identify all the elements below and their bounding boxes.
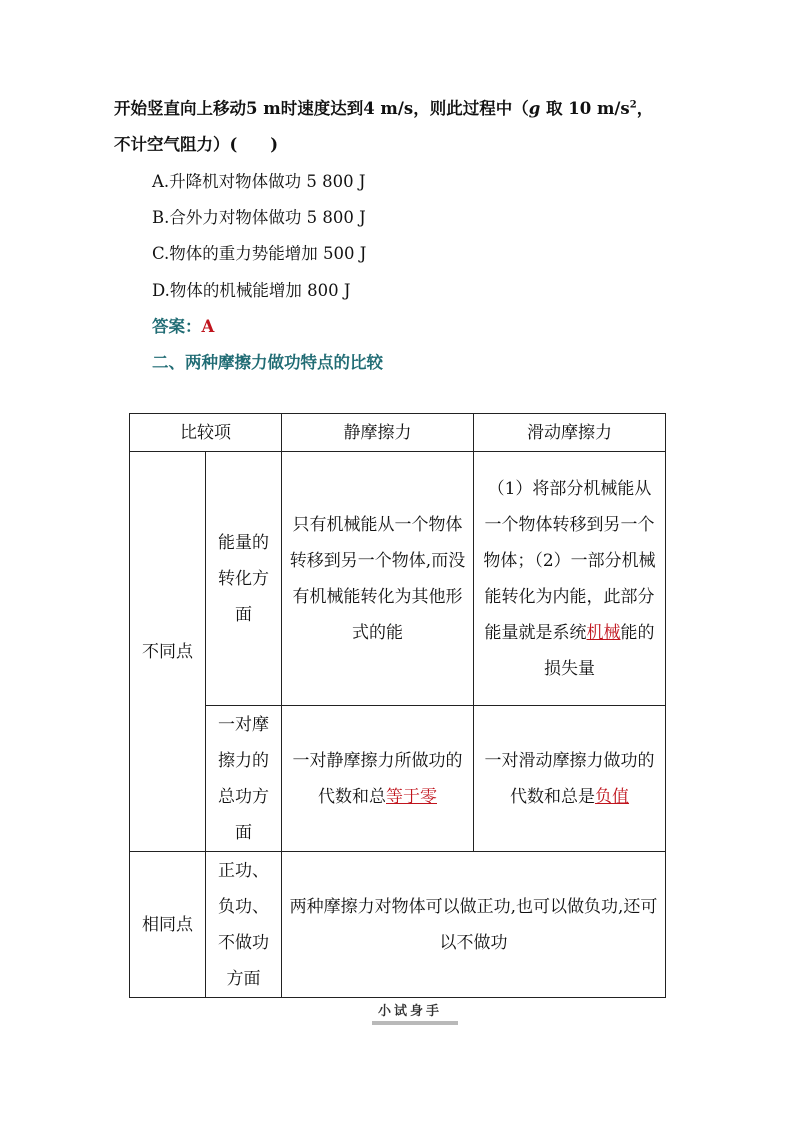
aspect-work-sign: 正功、负功、不做功方面 (206, 852, 282, 998)
same-label: 相同点 (130, 852, 206, 998)
header-static-friction: 静摩擦力 (282, 414, 474, 452)
comparison-table (129, 413, 666, 998)
footer-caption: 小试身手 (377, 1004, 442, 1019)
same-content-cell: 两种摩擦力对物体可以做正功,也可以做负功,还可以不做功 (282, 852, 666, 998)
option-d: D.物体的机械能增加 800 J (152, 281, 351, 300)
header-compare-item: 比较项 (130, 414, 282, 452)
header-sliding-friction: 滑动摩擦力 (474, 414, 666, 452)
static-energy-cell: 只有机械能从一个物体转移到另一个物体,而没有机械能转化为其他形式的能 (282, 452, 474, 706)
sliding-energy-cell: （1）将部分机械能从一个物体转移到另一个物体；（2）一部分机械能转化为内能，此部分能量就是系统机械能的损失量 (474, 452, 666, 706)
sliding-total-work-cell: 一对滑动摩擦力做功的代数和总是负值 (474, 706, 666, 852)
diff-label: 不同点 (130, 452, 206, 852)
table-row (130, 706, 666, 852)
section-title: 二、两种摩擦力做功特点的比较 (152, 353, 383, 372)
table-row (130, 852, 666, 998)
answer-label: 答案： (152, 317, 202, 336)
table-header-row (130, 414, 666, 452)
answer-value: A (201, 317, 215, 336)
aspect-energy: 能量的转化方面 (206, 452, 282, 706)
question-line-1: 开始竖直向上移动5 m时速度达到4 m/s，则此过程中（g 取 10 $m/s^2$， (114, 99, 654, 118)
option-b: B.合外力对物体做功 5 800 J (152, 208, 366, 227)
static-total-work-cell: 一对静摩擦力所做功的代数和总等于零 (282, 706, 474, 852)
footer-underline (372, 1021, 458, 1025)
table-row (130, 452, 666, 706)
option-c: C.物体的重力势能增加 500 J (152, 244, 367, 263)
aspect-total-work: 一对摩擦力的总功方面 (206, 706, 282, 852)
option-a: A.升降机对物体做功 5 800 J (152, 172, 366, 191)
question-line-2: 不计空气阻力）( ) (114, 135, 279, 154)
answer (152, 315, 214, 339)
